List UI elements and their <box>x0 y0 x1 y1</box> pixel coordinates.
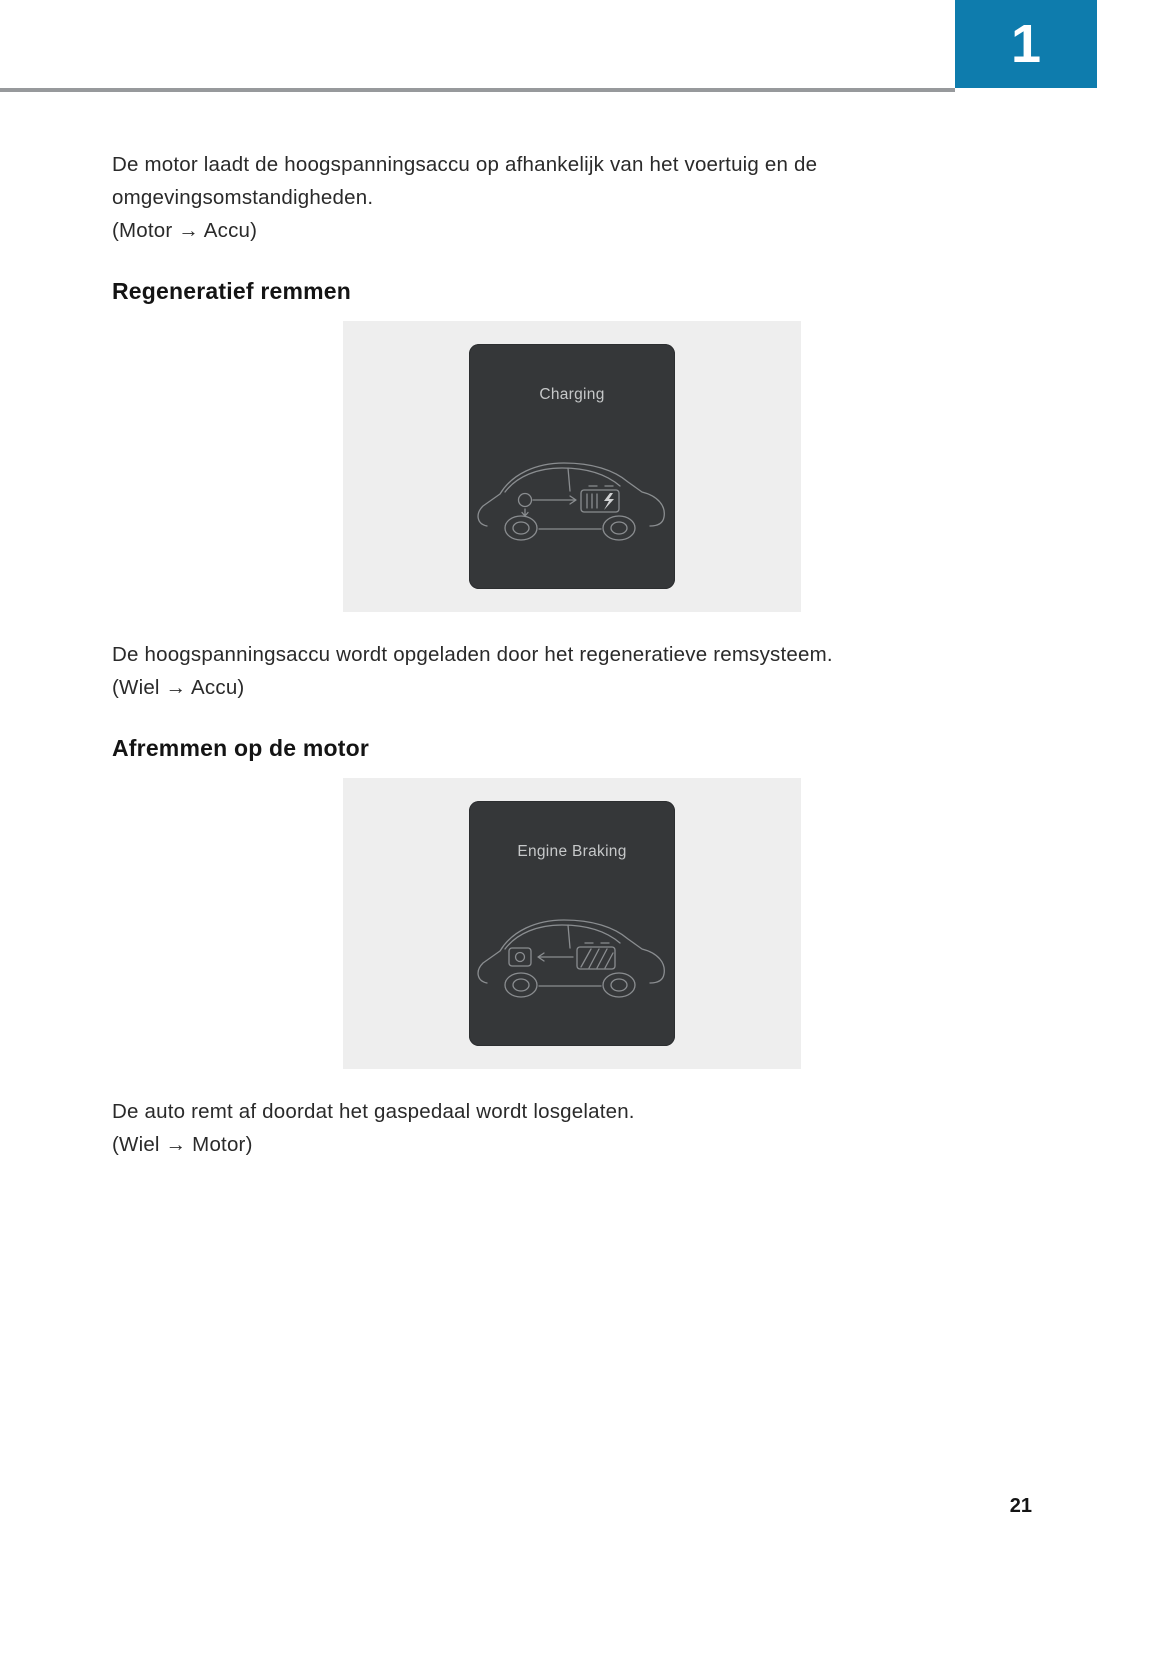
screen-label: Engine Braking <box>517 843 627 860</box>
car-pillar-line <box>568 468 570 491</box>
flow-label-motor-accu: (Motor → Accu) <box>112 219 258 242</box>
battery-charging-icon <box>581 486 619 512</box>
figure-engine-braking <box>343 778 801 1069</box>
chapter-tab <box>955 0 1097 88</box>
screen-label: Charging <box>539 386 605 403</box>
header-rule <box>0 88 955 92</box>
heading-regenerative-braking: Regeneratief remmen <box>112 278 351 304</box>
paragraph-regenerative-braking: De hoogspanningsaccu wordt opgeladen door het regeneratieve remsysteem. <box>112 643 833 666</box>
front-wheel-hub <box>513 979 529 991</box>
car-outline <box>478 463 664 526</box>
chapter-number: 1 <box>1010 14 1042 74</box>
heading-engine-braking: Afremmen op de motor <box>112 735 370 761</box>
front-wheel <box>505 516 537 540</box>
paragraph-engine-braking: De auto remt af doordat het gaspedaal wordt losgelaten. <box>112 1100 635 1123</box>
figure-regenerative-braking <box>343 321 801 612</box>
rear-wheel-hub <box>611 522 627 534</box>
motor-icon <box>509 948 531 966</box>
power-flow-line <box>533 496 576 504</box>
battery-hatch-pattern <box>581 949 613 968</box>
cluster-screen-engine-braking <box>469 801 675 1046</box>
flow-label-wiel-accu: (Wiel → Accu) <box>112 676 245 699</box>
front-wheel <box>505 973 537 997</box>
car-window-line <box>505 925 620 949</box>
power-flow-line <box>538 953 573 961</box>
front-wheel-hub <box>513 522 529 534</box>
car-pillar-line <box>568 925 570 948</box>
car-illustration-charging <box>469 430 675 560</box>
motor-icon <box>519 494 532 517</box>
page-number: 21 <box>1009 1495 1032 1517</box>
lightning-icon <box>604 493 614 510</box>
flow-label-wiel-motor: (Wiel → Motor) <box>112 1133 253 1156</box>
cluster-screen-charging <box>469 344 675 589</box>
rear-wheel-hub <box>611 979 627 991</box>
car-illustration-engine-braking <box>469 887 675 1017</box>
car-window-line <box>505 468 620 492</box>
rear-wheel <box>603 516 635 540</box>
battery-icon <box>577 943 615 969</box>
paragraph-motor-charging: De motor laadt de hoogspanningsaccu op afhankelijk van het voertuig en de omgevingsomstandigheden. <box>112 153 818 209</box>
rear-wheel <box>603 973 635 997</box>
car-outline <box>478 920 664 983</box>
page-content <box>112 148 1012 1161</box>
